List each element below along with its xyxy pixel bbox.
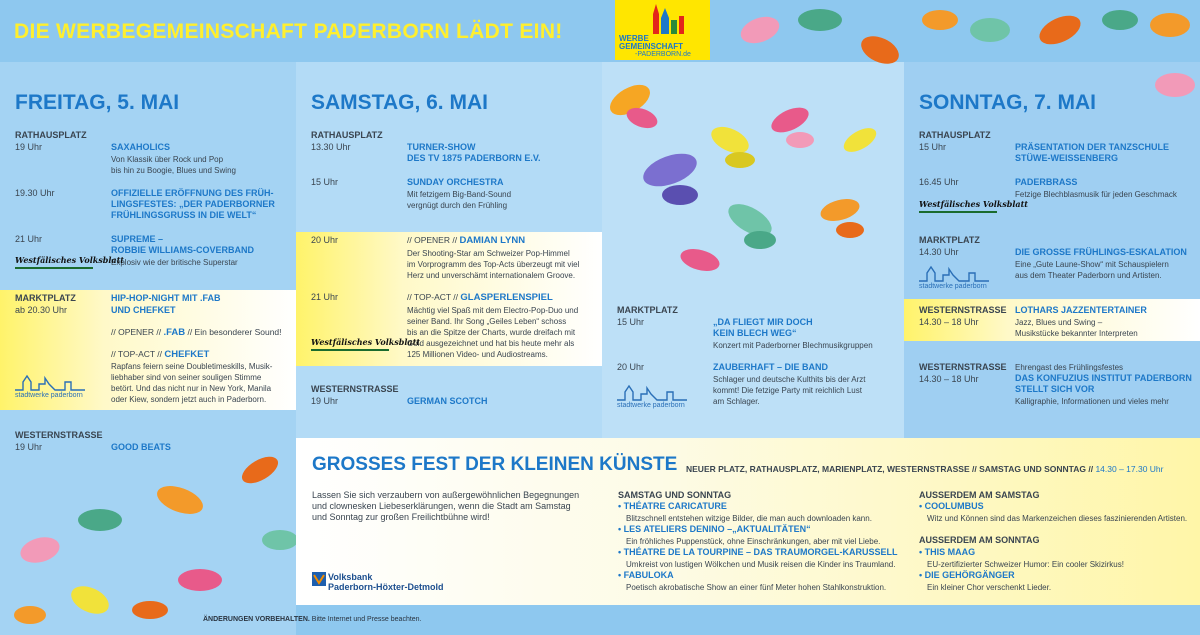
stadtwerke-logo: [919, 265, 989, 290]
fest-item-desc: Witz und Können sind das Markenzeichen dieses faszinierenden Artisten.: [927, 514, 1188, 523]
fest-item-name: THÉATRE CARICATURE: [623, 501, 727, 511]
fest-item-title: • DIE GEHÖRGÄNGER: [919, 570, 1015, 580]
event-time: 19.30 Uhr: [15, 188, 55, 198]
stadtwerke-skyline-icon: [617, 384, 687, 402]
event-desc: Von Klassik über Rock und Pop: [111, 155, 224, 164]
butterfly-icon: [678, 245, 722, 275]
stadtwerke-skyline-icon: [15, 374, 85, 392]
fest-item-name: COOLUMBUS: [924, 501, 984, 511]
fest-item-desc: Poetisch akrobatische Show an einer fünf Meter hohen Stahlkonstruktion.: [626, 583, 887, 592]
event-time: 20 Uhr: [311, 235, 339, 245]
topact-label: // TOP-ACT //: [407, 292, 459, 302]
footer-bold: ÄNDERUNGEN VORBEHALTEN.: [203, 616, 310, 623]
location-label: WESTERNSTRASSE: [15, 430, 103, 440]
event-time: 15 Uhr: [311, 177, 339, 187]
opener-name: DAMIAN LYNN: [459, 235, 526, 246]
event-desc: betört. Und das nicht nur in New York, Manila: [111, 384, 272, 393]
event-desc: bis an die Spitze der Charts, wurde dreifach mit: [407, 328, 576, 337]
event-time: 14.30 Uhr: [919, 247, 959, 257]
saturday-title: SAMSTAG, 6. MAI: [311, 91, 488, 114]
event-desc: Konzert mit Paderborner Blechmusikgruppen: [713, 341, 873, 350]
event-desc: liebhaber sind von seiner souligen Stimme: [111, 373, 262, 382]
fest-item-desc: EU-zertifizierter Schweizer Humor: Ein cooler Skizirkus!: [927, 560, 1124, 569]
event-time: 15 Uhr: [919, 142, 947, 152]
event-time: 20 Uhr: [617, 362, 645, 372]
event-desc: seiner Band. Ihr Song „Geiles Leben“ schoss: [407, 317, 567, 326]
stadtwerke-label: stadtwerke paderborn: [15, 392, 83, 399]
event-time: ab 20.30 Uhr: [15, 305, 68, 315]
butterfly-icon: [707, 122, 755, 168]
event-desc: Schlager und deutsche Kulthits bis der Arzt: [713, 375, 866, 384]
topact-line: [407, 292, 553, 303]
event-title: FRÜHLINGSGRUSS IN DIE WELT“: [111, 210, 257, 220]
fest-intro: und Sonntag zur großen Freilichtbühne wird!: [312, 512, 490, 522]
event-title: SUNDAY ORCHESTRA: [407, 177, 504, 187]
event-desc: Musikstücke bekannter Interpreten: [1015, 329, 1138, 338]
opener-label: // OPENER //: [111, 327, 162, 337]
fest-item-desc: Blitzschnell entstehen witzige Bilder, die man auch downloaden kann.: [626, 514, 872, 523]
volksbank-icon: [312, 572, 326, 586]
event-title: ZAUBERHAFT – DIE BAND: [713, 362, 829, 372]
event-title: STÜWE-WEISSENBERG: [1015, 153, 1119, 163]
fest-panel: [296, 438, 1200, 605]
event-time: 14.30 – 18 Uhr: [919, 317, 979, 327]
footer-bar: [296, 605, 1200, 635]
event-desc: oder Kiew, sondern jetzt auch in Paderborn.: [111, 395, 267, 404]
fest-title: GROSSES FEST DER KLEINEN KÜNSTE: [312, 454, 678, 475]
location-label: RATHAUSPLATZ: [919, 130, 991, 140]
col-head: AUSSERDEM AM SONNTAG: [919, 535, 1040, 545]
footer-rest: Bitte Internet und Presse beachten.: [311, 616, 422, 623]
fest-item-title: • THÉATRE CARICATURE: [618, 501, 727, 511]
topact-label: // TOP-ACT //: [111, 349, 163, 359]
event-title: „DA FLIEGT MIR DOCH: [713, 317, 813, 327]
fest-item-title: • LES ATELIERS DENINO –„AKTUALITÄTEN“: [618, 524, 811, 534]
event-title: GOOD BEATS: [111, 442, 171, 452]
fest-places: [686, 464, 1164, 474]
butterfly-icon: [840, 123, 880, 157]
bank-line1: Volksbank: [328, 572, 373, 582]
opener-line: [407, 235, 525, 246]
event-desc: kommt! Die fetzige Party mit reichlich Lust: [713, 386, 862, 395]
fest-times: 14.30 – 17.30 Uhr: [1095, 464, 1164, 474]
event-desc: Gold ausgezeichnet und hat bis heute mehr als: [407, 339, 575, 348]
bank-line2: Paderborn-Höxter-Detmold: [328, 582, 444, 592]
event-title: PRÄSENTATION DER TANZSCHULE: [1015, 142, 1169, 152]
event-title: STELLT SICH VOR: [1015, 384, 1095, 394]
fest-item-desc: Ein kleiner Chor verschenkt Lieder.: [927, 583, 1052, 592]
event-time: 19 Uhr: [15, 142, 43, 152]
event-title: DES TV 1875 PADERBORN E.V.: [407, 153, 541, 163]
butterfly-icon: [639, 147, 701, 205]
butterfly-icon: [723, 198, 777, 249]
fest-item-title: • THÉATRE DE LA TOURPINE – DAS TRAUMORGEL-KARUSSELL: [618, 547, 898, 557]
event-desc: Ehrengast des Frühlingsfestes: [1015, 363, 1124, 372]
logo-line3: -PADERBORN.de: [635, 51, 691, 58]
event-desc: Herz und unverschämt internationalem Groove.: [407, 271, 576, 280]
event-title: KEIN BLECH WEG“: [713, 328, 797, 338]
fest-item-name: THIS MAAG: [924, 547, 976, 557]
event-title: DIE GROSSE FRÜHLINGS-ESKALATION: [1015, 247, 1187, 257]
event-title: TURNER-SHOW: [407, 142, 476, 152]
friday-title: FREITAG, 5. MAI: [15, 91, 180, 114]
event-time: 21 Uhr: [15, 234, 43, 244]
event-desc: bis hin zu Boogie, Blues und Swing: [111, 166, 236, 175]
event-title: UND CHEFKET: [111, 305, 176, 315]
event-title: LOTHARS JAZZENTERTAINER: [1015, 305, 1147, 315]
location-label: RATHAUSPLATZ: [15, 130, 87, 140]
col-head: SAMSTAG UND SONNTAG: [618, 490, 732, 500]
saturday-panel: [296, 62, 602, 438]
event-desc: Rapfans feiern seine Doubletimeskills, Musik-: [111, 362, 273, 371]
fest-item-title: • FABULOKA: [618, 570, 674, 580]
event-title: SAXAHOLICS: [111, 142, 171, 152]
westfaelisches-volksblatt-logo: Westfälisches Volksblatt: [311, 337, 389, 351]
event-time: 14.30 – 18 Uhr: [919, 374, 979, 384]
logo-line1: WERBE: [619, 34, 649, 43]
event-desc: 125 Millionen Video- und Audiostreams.: [407, 350, 548, 359]
location-label: MARKTPLATZ: [617, 305, 678, 315]
event-time: 13.30 Uhr: [311, 142, 351, 152]
fest-item-name: THÉATRE DE LA TOURPINE – DAS TRAUMORGEL-KARUSSELL: [623, 547, 898, 557]
event-desc: Jazz, Blues und Swing –: [1015, 318, 1103, 327]
event-title: ROBBIE WILLIAMS-COVERBAND: [111, 245, 254, 255]
topact-name: GLASPERLENSPIEL: [460, 292, 553, 303]
butterfly-cluster-icon: [0, 440, 296, 635]
opener-label: // OPENER //: [407, 235, 458, 245]
topact-line: [111, 349, 209, 360]
butterfly-icon: [605, 79, 660, 132]
event-title: OFFIZIELLE ERÖFFNUNG DES FRÜH-: [111, 188, 274, 198]
stadtwerke-logo: [15, 374, 85, 399]
event-desc: Der Shooting-Star am Schweizer Pop-Himmel: [407, 249, 570, 258]
opener-line: [111, 327, 282, 338]
topact-name: CHEFKET: [164, 349, 210, 360]
fest-item-name: FABULOKA: [623, 570, 674, 580]
location-label: WESTERNSTRASSE: [919, 362, 1007, 372]
stadtwerke-label: stadtwerke paderborn: [919, 283, 987, 290]
werbegemeinschaft-logo[interactable]: [615, 0, 710, 60]
fest-item-title: • COOLUMBUS: [919, 501, 984, 511]
sunday-title: SONNTAG, 7. MAI: [919, 91, 1096, 114]
fest-item-desc: Ein fröhliches Puppenstück, ohne Einschränkungen, aber mit viel Liebe.: [626, 537, 881, 546]
butterfly-row-icon: [730, 0, 1200, 100]
westfaelisches-volksblatt-logo: Westfälisches Volksblatt: [15, 255, 93, 269]
fest-item-title: • THIS MAAG: [919, 547, 976, 557]
event-desc: Eine „Gute Laune-Show“ mit Schauspielern: [1015, 260, 1169, 269]
event-desc: Fetzige Blechblasmusik für jeden Geschmack: [1015, 190, 1177, 199]
event-title: HIP-HOP-NIGHT MIT .FAB: [111, 293, 221, 303]
event-desc: im Vorprogramm des Top-Acts überzeugt mit viel: [407, 260, 580, 269]
event-desc: Explosiv wie der britische Superstar: [111, 258, 238, 267]
westfaelisches-volksblatt-logo: Westfälisches Volksblatt: [919, 199, 997, 213]
event-title: PADERBRASS: [1015, 177, 1078, 187]
event-title: DAS KONFUZIUS INSTITUT PADERBORN: [1015, 373, 1192, 383]
location-label: WESTERNSTRASSE: [311, 384, 399, 394]
butterfly-icon: [818, 195, 864, 238]
fest-item-name: DIE GEHÖRGÄNGER: [924, 570, 1015, 580]
event-time: 15 Uhr: [617, 317, 645, 327]
location-label: WESTERNSTRASSE: [919, 305, 1007, 315]
opener-name: .FAB: [163, 327, 186, 338]
fest-places-text: NEUER PLATZ, RATHAUSPLATZ, MARIENPLATZ, WESTERNSTRASSE // SAMSTAG UND SONNTAG //: [686, 464, 1094, 474]
event-title: SUPREME –: [111, 234, 164, 244]
fest-item-desc: Umkreist von lustigen Wölkchen und Musik reisen die Kinder ins Traumland.: [626, 560, 896, 569]
event-desc: Mit fetzigem Big-Band-Sound: [407, 190, 512, 199]
fest-intro: und clownesken Liebeserklärungen, wenn die Stadt am Samstag: [312, 501, 571, 511]
header-title: DIE WERBEGEMEINSCHAFT PADERBORN LÄDT EIN!: [14, 20, 563, 43]
event-desc: vergnügt durch den Frühling: [407, 201, 508, 210]
event-time: 19 Uhr: [15, 442, 43, 452]
col-head: AUSSERDEM AM SAMSTAG: [919, 490, 1040, 500]
event-desc: aus dem Theater Paderborn und Artisten.: [1015, 271, 1162, 280]
event-title: LINGSFESTES: „DER PADERBORNER: [111, 199, 275, 209]
stadtwerke-logo: [617, 384, 687, 409]
butterfly-icon: [768, 102, 814, 148]
event-title: GERMAN SCOTCH: [407, 396, 488, 406]
event-desc: Mächtig viel Spaß mit dem Electro-Pop-Duo und: [407, 306, 579, 315]
opener-desc: // Ein besonderer Sound!: [187, 327, 282, 337]
stadtwerke-skyline-icon: [919, 265, 989, 283]
sunday-panel: [904, 62, 1200, 438]
event-desc: Kalligraphie, Informationen und vieles mehr: [1015, 397, 1169, 406]
logo-line2: GEMEINSCHAFT: [619, 42, 683, 51]
event-time: 16.45 Uhr: [919, 177, 959, 187]
fest-intro: Lassen Sie sich verzaubern von außergewöhnlichen Begegnungen: [312, 490, 580, 500]
stadtwerke-label: stadtwerke paderborn: [617, 402, 685, 409]
fest-item-name: LES ATELIERS DENINO –„AKTUALITÄTEN“: [623, 524, 811, 534]
location-label: RATHAUSPLATZ: [311, 130, 383, 140]
event-desc: am Schlager.: [713, 397, 760, 406]
location-label: MARKTPLATZ: [15, 293, 76, 303]
event-time: 21 Uhr: [311, 292, 339, 302]
event-time: 19 Uhr: [311, 396, 339, 406]
location-label: MARKTPLATZ: [919, 235, 980, 245]
